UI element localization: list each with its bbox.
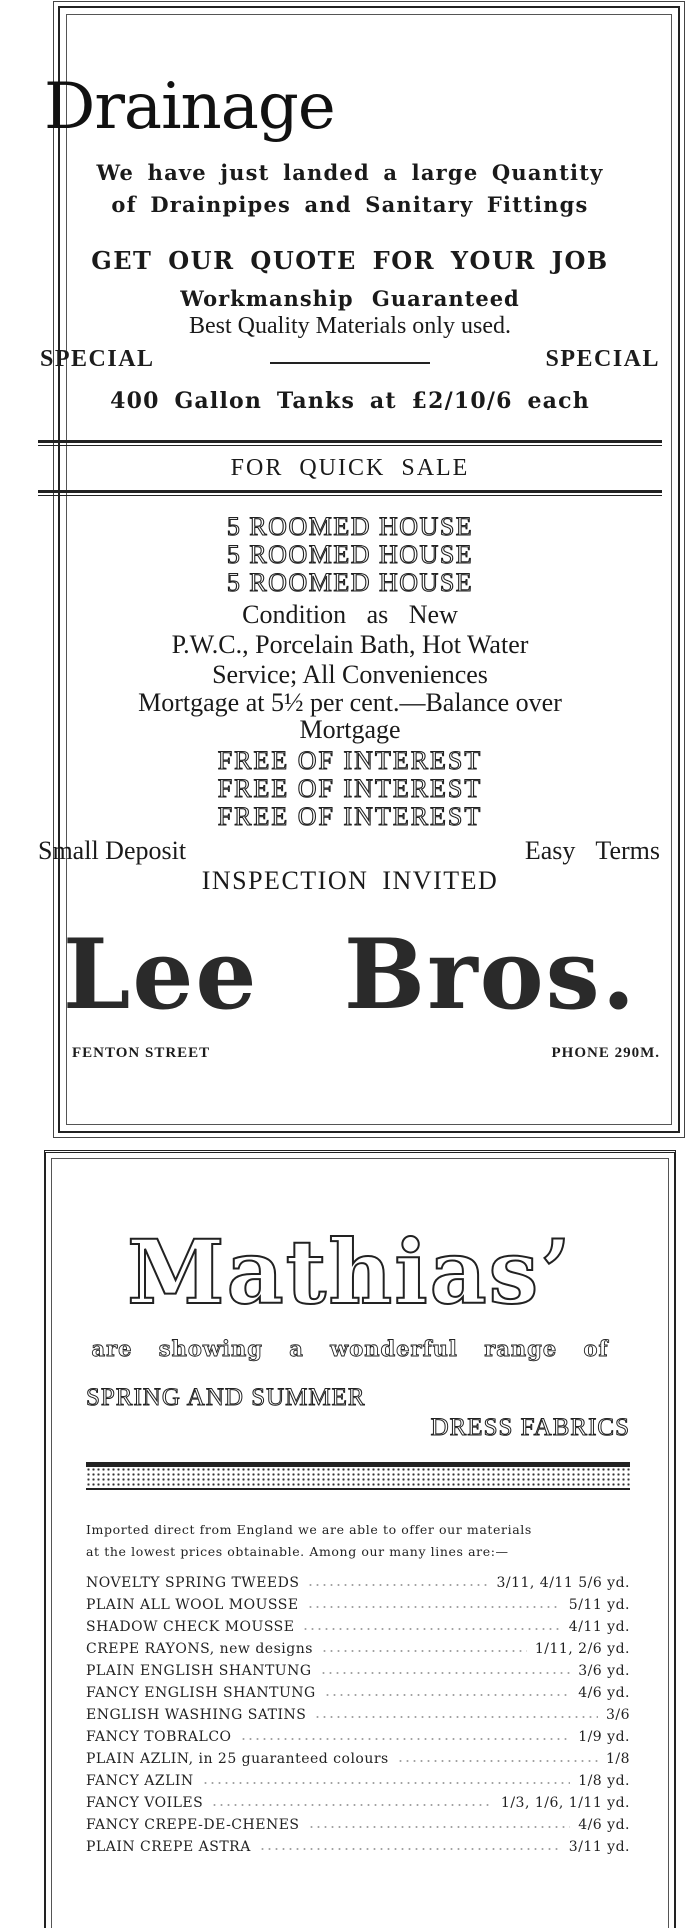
fabric-name: FANCY ENGLISH SHANTUNG [86, 1685, 316, 1701]
deposit-terms-row [38, 836, 660, 866]
fabrics-heading-1: SPRING AND SUMMER [86, 1384, 366, 1411]
leader-dots [324, 1687, 570, 1697]
intro-line-1: Imported direct from England we are able to offer our materials [86, 1522, 532, 1537]
price-row [86, 1729, 630, 1751]
price-row [86, 1795, 630, 1817]
leader-dots [397, 1753, 598, 1763]
tanks-offer: 400 Gallon Tanks at £2/10/6 each [110, 388, 590, 414]
deposit-label: Small Deposit [38, 836, 187, 865]
fabric-name: NOVELTY SPRING TWEEDS [86, 1575, 300, 1591]
fabric-price: 3/11 yd. [568, 1839, 630, 1855]
price-row [86, 1751, 630, 1773]
fabric-name: ENGLISH WASHING SATINS [86, 1707, 307, 1723]
price-row [86, 1773, 630, 1795]
fabric-price: 1/9 yd. [578, 1729, 630, 1745]
fabric-price: 5/11 yd. [568, 1597, 630, 1613]
house-line: 5 ROOMED HOUSE [226, 540, 474, 569]
mortgage-line-2: Mortgage [299, 715, 401, 744]
price-row [86, 1685, 630, 1707]
mathias-name: Mathias’ [127, 1220, 573, 1324]
leader-dots [307, 1599, 561, 1609]
fabrics-heading-2: DRESS FABRICS [430, 1414, 630, 1441]
leader-dots [307, 1577, 488, 1587]
features-line-2: Service; All Conveniences [212, 660, 488, 689]
special-divider [270, 362, 430, 364]
quick-sale-heading: FOR QUICK SALE [230, 455, 470, 481]
fabric-price: 4/11 yd. [568, 1619, 630, 1635]
house-line: 5 ROOMED HOUSE [226, 568, 474, 597]
price-row [86, 1619, 630, 1641]
price-list [86, 1575, 630, 1861]
fabric-price: 1/11, 2/6 yd. [534, 1641, 630, 1657]
intro-line-2: at the lowest prices obtainable. Among our many lines are:— [86, 1544, 509, 1559]
fabric-name: SHADOW CHECK MOUSSE [86, 1619, 295, 1635]
fabric-name: PLAIN ENGLISH SHANTUNG [86, 1663, 312, 1679]
features-line-1: P.W.C., Porcelain Bath, Hot Water [171, 630, 529, 659]
leader-dots [240, 1731, 571, 1741]
lead-line-1: We have just landed a large Quantity [96, 160, 604, 185]
fabric-name: FANCY TOBRALCO [86, 1729, 232, 1745]
leader-dots [320, 1665, 571, 1675]
fabric-name: PLAIN CREPE ASTRA [86, 1839, 251, 1855]
mathias-tagline: are showing a wonderful range of [91, 1336, 609, 1361]
fabric-price: 4/6 yd. [578, 1685, 630, 1701]
price-row [86, 1575, 630, 1597]
special-left-label: SPECIAL [40, 346, 155, 372]
fabric-name: FANCY CREPE-DE-CHENES [86, 1817, 300, 1833]
fabric-price: 1/3, 1/6, 1/11 yd. [500, 1795, 630, 1811]
inspection-line: INSPECTION INVITED [201, 866, 499, 895]
price-row [86, 1663, 630, 1685]
price-row [86, 1707, 630, 1729]
fabric-name: PLAIN ALL WOOL MOUSSE [86, 1597, 299, 1613]
fabric-price: 1/8 yd. [578, 1773, 630, 1789]
leader-dots [211, 1797, 493, 1807]
quick-sale-top-rule [38, 440, 662, 446]
free-of-interest-line: FREE OF INTEREST [217, 774, 483, 803]
company-name: Lee Bros. [62, 918, 638, 1031]
condition-line: Condition as New [242, 600, 458, 629]
price-row [86, 1817, 630, 1839]
leader-dots [308, 1819, 571, 1829]
price-row [86, 1839, 630, 1861]
terms-label: Easy Terms [524, 836, 660, 865]
free-of-interest-line: FREE OF INTEREST [217, 746, 483, 775]
fabric-price: 4/6 yd. [578, 1817, 630, 1833]
price-row [86, 1641, 630, 1663]
workmanship-line: Workmanship Guaranteed [180, 286, 520, 311]
leader-dots [321, 1643, 527, 1653]
lead-line-2: of Drainpipes and Sanitary Fittings [111, 192, 589, 217]
fabric-name: FANCY VOILES [86, 1795, 204, 1811]
house-line: 5 ROOMED HOUSE [226, 512, 474, 541]
leader-dots [259, 1841, 561, 1851]
price-row [86, 1597, 630, 1619]
fabric-price: 3/11, 4/11 5/6 yd. [496, 1575, 630, 1591]
leader-dots [314, 1709, 598, 1719]
lee-bros-footer [72, 1045, 660, 1067]
leader-dots [202, 1775, 571, 1785]
special-right-label: SPECIAL [545, 346, 660, 372]
drainage-headline: Drainage [44, 70, 335, 144]
fabric-price: 3/6 [605, 1707, 630, 1723]
fabric-price: 1/8 [605, 1751, 630, 1767]
fabric-name: FANCY AZLIN [86, 1773, 194, 1789]
leader-dots [302, 1621, 560, 1631]
quick-sale-bottom-rule [38, 490, 662, 496]
quote-line: GET OUR QUOTE FOR YOUR JOB [91, 246, 609, 275]
fabric-price: 3/6 yd. [578, 1663, 630, 1679]
free-of-interest-line: FREE OF INTEREST [217, 802, 483, 831]
special-row [40, 346, 660, 376]
fabric-name: CREPE RAYONS, new designs [86, 1641, 313, 1657]
phone-label: PHONE 290M. [551, 1045, 660, 1061]
mortgage-line-1: Mortgage at 5½ per cent.—Balance over [138, 688, 562, 717]
decorative-dotted-band [86, 1462, 630, 1490]
materials-line: Best Quality Materials only used. [189, 313, 511, 339]
fabric-name: PLAIN AZLIN, in 25 guaranteed colours [86, 1751, 389, 1767]
address-label: FENTON STREET [72, 1045, 211, 1061]
